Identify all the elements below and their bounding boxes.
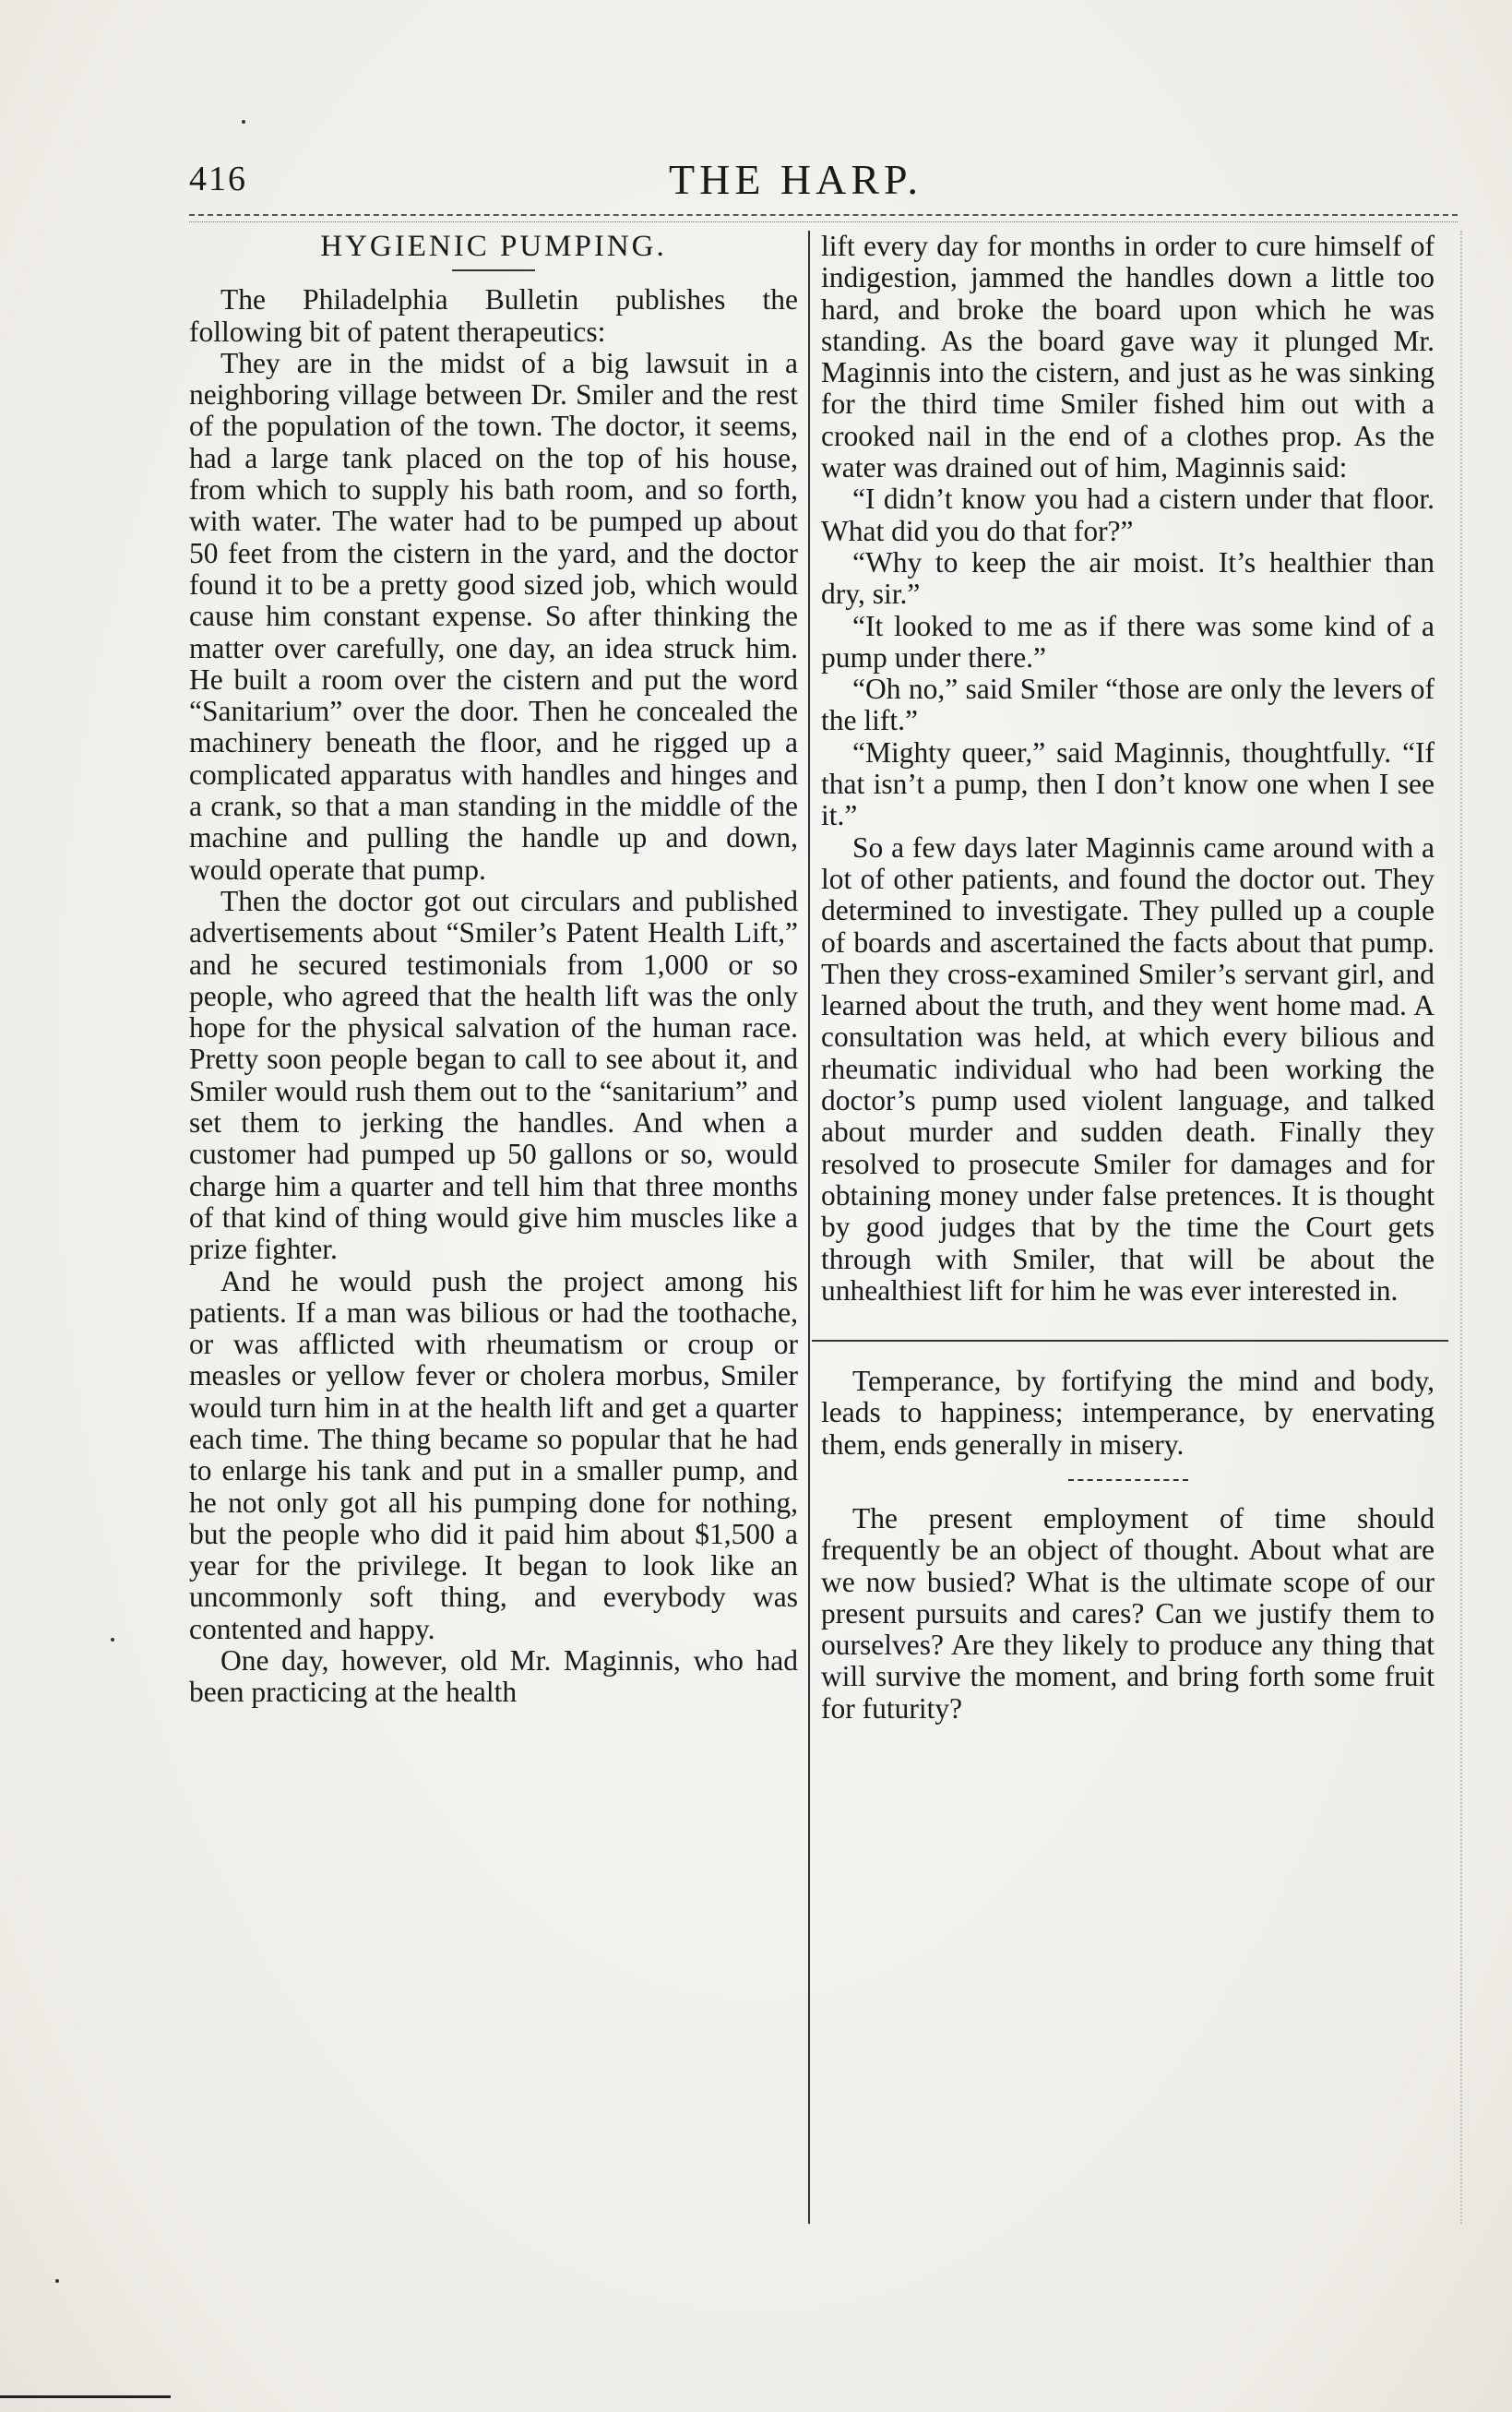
column-divider <box>808 231 810 2224</box>
right-margin-rule <box>1460 231 1462 2224</box>
paragraph: And he would push the project among his patients. If a man was bilious or had the toothache, or was afflicted with rheumatism or croup or measles or yellow fever or cholera morbus, Smiler would turn him in at the health lift and get a quarter each time. The thing became so popular that he had to enlarge his tank and put in a smaller pump, and he not only got all his pumping done for nothing, but the people who did it paid him about $1,500 a year for the privilege. It began to look like an uncommonly soft thing, and everybody was contented and happy. <box>189 1264 798 1645</box>
section-dash-rule <box>1068 1479 1188 1481</box>
header-rule-secondary <box>189 221 1458 222</box>
paragraph: So a few days later Maginnis came around with a lot of other patients, and found the doctor out. They determined to investigate. They pulled up a couple of boards and ascertained the facts about that pump. Then they cross-examined Smiler’s servant girl, and learned about the truth, and they went home mad. A consultation was held, at which every bilious and rheumatic individual who had been working the doctor’s pump used violent language, and talked about murder and sudden death. Finally they resolved to prosecute Smiler for damages and for obtaining money under false pretences. It is thought by good judges that by the time the Court gets through with Smiler, that will be about the unhealthiest lift for him he was ever interested in. <box>821 830 1435 1307</box>
article-title: HYGIENIC PUMPING. <box>320 230 667 263</box>
page-header <box>189 155 1439 210</box>
paragraph: They are in the midst of a big lawsuit in a neighboring village between Dr. Smiler and the rest of the population of the town. The doctor, it seems, had a large tank placed on the top of his house, from which to supply his bath room, and so forth, with water. The water had to be pumped up about 50 feet from the cistern in the yard, and the doctor found it to be a pretty good sized job, which would cause him constant expense. So after thinking the matter over carefully, one day, an idea struck him. He built a room over the cistern and put the word “Sanitarium” over the door. Then he concealed the machinery beneath the floor, and he rigged up a complicated apparatus with handles and hinges and a crank, so that a man standing in the middle of the machine and pulling the handle up and down, would operate that pump. <box>189 346 798 886</box>
speck <box>242 120 245 124</box>
employment-paragraph: The present employment of time should frequently be an object of thought. About what are we now busied? What is the ultimate scope of our present pursuits and cares? Can we justify them to ourselves? Are they likely to produce any thing that will survive the moment, and bring forth some fruit for futurity? <box>821 1501 1435 1725</box>
title-rule <box>452 269 535 271</box>
paragraph: “Why to keep the air moist. It’s healthier than dry, sir.” <box>821 545 1435 611</box>
publication-title: THE HARP. <box>669 156 923 203</box>
paragraph: “Oh no,” said Smiler “those are only the levers of the lift.” <box>821 673 1435 737</box>
bottom-margin-rule <box>0 2395 171 2398</box>
paragraph: “I didn’t know you had a cistern under that floor. What did you do that for?” <box>821 483 1435 547</box>
left-column <box>189 231 798 1709</box>
header-rule <box>189 214 1458 216</box>
paragraph: “Mighty queer,” said Maginnis, thoughtfully. “If that isn’t a pump, then I don’t know one when I see it.” <box>821 735 1435 832</box>
paragraph: “It looked to me as if there was some kind of a pump under there.” <box>821 609 1435 674</box>
temperance-paragraph: Temperance, by fortifying the mind and body, leads to happiness; intemperance, by enervating them, ends generally in misery. <box>821 1365 1435 1461</box>
speck <box>111 1638 114 1642</box>
page-number: 416 <box>189 160 247 198</box>
speck <box>55 2279 59 2283</box>
paragraph: One day, however, old Mr. Maginnis, who had been practicing at the health <box>189 1644 798 1709</box>
section-rule <box>812 1340 1448 1342</box>
paragraph-continued: lift every day for months in order to cure himself of indigestion, jammed the handles down a little too hard, and broke the board upon which he was standing. As the board gave way it plunged Mr. Maginnis into the cistern, and just as he was sinking for the third time Smiler fished him out with a crooked nail in the end of a clothes prop. As the water was drained out of him, Maginnis said: <box>821 230 1435 484</box>
paragraph: Then the doctor got out circulars and published advertisements about “Smiler’s Patent Health Lift,” and he secured testimonials from 1,000 or so people, who agreed that the health lift was the only hope for the physical salvation of the human race. Pretty soon people began to call to see about it, and Smiler would rush them out to the “sanitarium” and set them to jerking the handles. And when a customer had pumped up 50 gallons or so, would charge him a quarter and tell him that three months of that kind of thing would give him muscles like a prize fighter. <box>189 884 798 1266</box>
paragraph: The Philadelphia Bulletin publishes the following bit of patent therapeutics: <box>189 283 798 348</box>
right-column <box>821 231 1435 1725</box>
